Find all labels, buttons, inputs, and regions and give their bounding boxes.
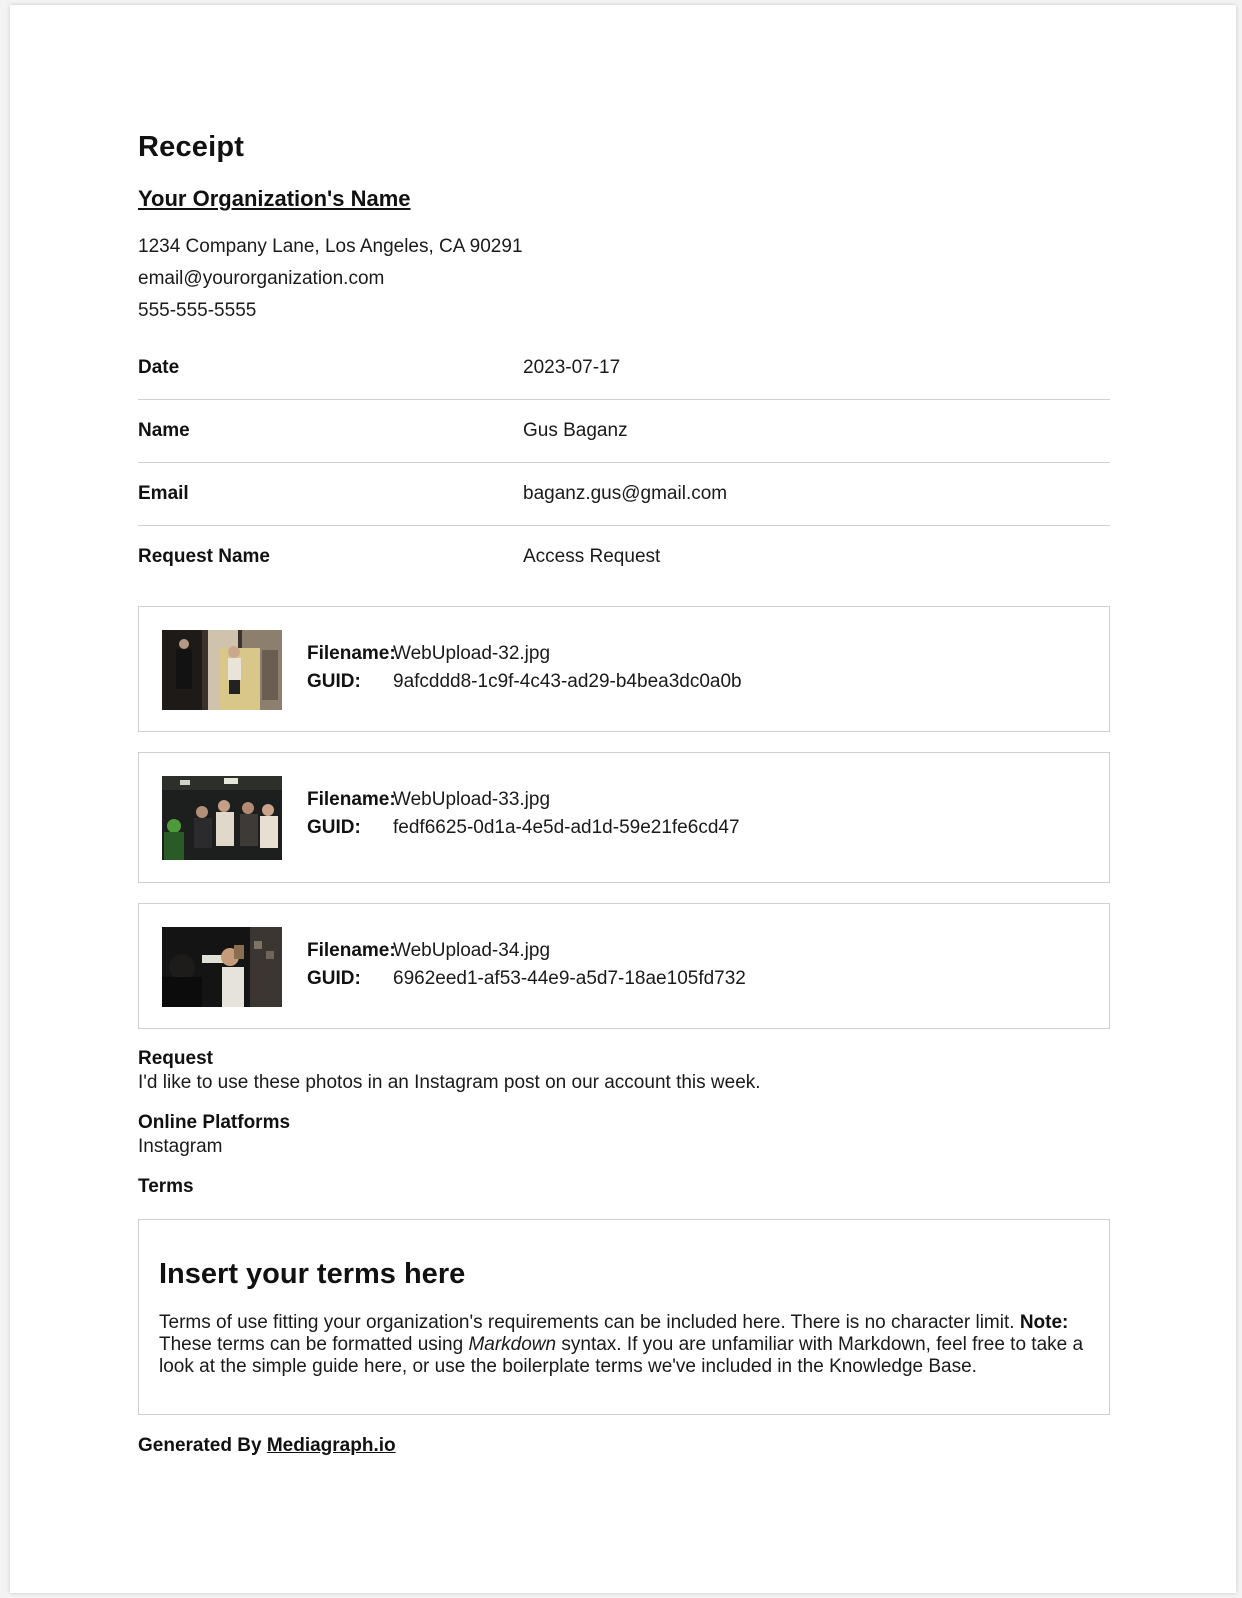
field-row-request-name (138, 526, 1110, 588)
guid-line (307, 668, 742, 696)
receipt-content (138, 129, 1110, 1457)
guid-line (307, 965, 746, 993)
platforms-value: Instagram (138, 1136, 223, 1157)
field-label: Email (138, 483, 189, 504)
field-row-email (138, 463, 1110, 526)
guid-value: fedf6625-0d1a-4e5d-ad1d-59e21fe6cd47 (393, 817, 740, 838)
receipt-fields (138, 337, 1110, 588)
request-label: Request (138, 1048, 213, 1069)
request-details (138, 1047, 1110, 1199)
terms-section (138, 1175, 1110, 1199)
platforms-label: Online Platforms (138, 1112, 291, 1133)
filename-line (307, 640, 742, 668)
field-value: baganz.gus@gmail.com (523, 483, 728, 504)
filename-value: WebUpload-33.jpg (393, 789, 551, 810)
mediagraph-link[interactable]: Mediagraph.io (266, 1435, 396, 1456)
organization-contact (138, 231, 1110, 327)
file-info (307, 786, 740, 842)
terms-markdown-word: Markdown (468, 1334, 557, 1355)
terms-label: Terms (138, 1176, 194, 1197)
request-value: I'd like to use these photos in an Instagram post on our account this week. (138, 1072, 761, 1093)
file-info (307, 640, 742, 696)
guid-value: 6962eed1-af53-44e9-a5d7-18ae105fd732 (393, 968, 746, 989)
filename-label: Filename: (307, 789, 396, 810)
file-card (138, 752, 1110, 883)
filename-value: WebUpload-32.jpg (393, 643, 551, 664)
filename-label: Filename: (307, 940, 396, 961)
field-value: 2023-07-17 (523, 357, 621, 378)
file-list (138, 606, 1110, 1029)
terms-text-part-1: Terms of use fitting your organization's requirements can be included here. There is no character limit. (159, 1312, 1020, 1333)
organization-name: Your Organization's Name (138, 186, 411, 211)
field-label: Name (138, 420, 190, 441)
file-card (138, 903, 1110, 1029)
platforms-section (138, 1111, 1110, 1159)
request-section (138, 1047, 1110, 1095)
guid-label: GUID: (307, 968, 361, 989)
field-label: Date (138, 357, 180, 378)
guid-label: GUID: (307, 817, 361, 838)
terms-heading: Insert your terms here (159, 1258, 466, 1290)
footer-prefix: Generated By (138, 1435, 262, 1456)
filename-line (307, 786, 740, 814)
terms-text-part-3: syntax. If you are unfamiliar with Markdown, feel free to take a look at the simple guide here, or use the boilerplate terms we've included in the Knowledge Base. (159, 1334, 1084, 1377)
terms-note-label: Note: (1019, 1312, 1069, 1333)
filename-line (307, 937, 746, 965)
terms-box (138, 1219, 1110, 1415)
footer (138, 1435, 1110, 1457)
guid-line (307, 814, 740, 842)
organization-email: email@yourorganization.com (138, 268, 385, 289)
field-value: Gus Baganz (523, 420, 628, 441)
page-title: Receipt (138, 131, 245, 163)
field-label: Request Name (138, 546, 270, 567)
organization-address: 1234 Company Lane, Los Angeles, CA 90291 (138, 236, 523, 257)
file-thumbnail (162, 630, 282, 710)
filename-value: WebUpload-34.jpg (393, 940, 551, 961)
field-row-name (138, 400, 1110, 463)
guid-label: GUID: (307, 671, 361, 692)
terms-text (159, 1312, 1089, 1378)
file-info (307, 937, 746, 993)
file-thumbnail (162, 927, 282, 1007)
guid-value: 9afcddd8-1c9f-4c43-ad29-b4bea3dc0a0b (393, 671, 742, 692)
field-row-date (138, 337, 1110, 400)
file-thumbnail (162, 776, 282, 860)
receipt-page (10, 5, 1236, 1593)
filename-label: Filename: (307, 643, 396, 664)
field-value: Access Request (523, 546, 661, 567)
file-card (138, 606, 1110, 732)
organization-phone: 555-555-5555 (138, 300, 257, 321)
terms-text-part-2: These terms can be formatted using (159, 1334, 469, 1355)
